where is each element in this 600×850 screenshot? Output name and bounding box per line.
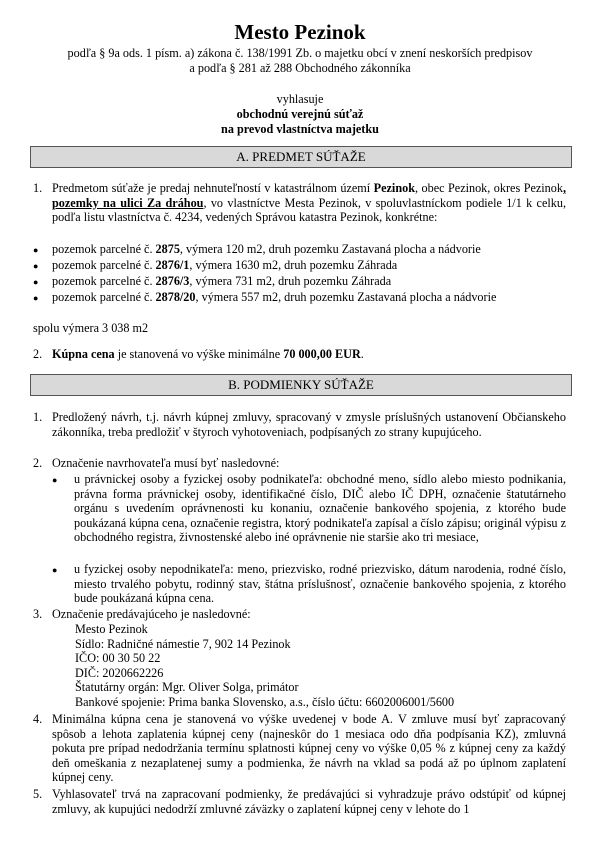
item-number: 3. bbox=[33, 607, 43, 621]
list-item: pozemok parcelné č. 2875, výmera 120 m2, druh pozemku Zastavaná plocha a nádvorie bbox=[52, 242, 481, 256]
bullet-icon: ● bbox=[52, 565, 58, 575]
item-number: 2. bbox=[33, 456, 43, 470]
item-number: 5. bbox=[33, 787, 43, 801]
item-number: 4. bbox=[33, 712, 43, 726]
seller-name: Mesto Pezinok bbox=[75, 622, 148, 636]
section-a-item-1: Predmetom súťaže je predaj nehnuteľností v katastrálnom území Pezinok, obec Pezinok, okres Pezinok, pozemky na ulici Za dráhou, vo vlastníctve Mesta Pezinok, v spoluvlastníckom podiele 1/1 k celku, podľa listu vlastníctva č. 4234, vedených Správou katastra Pezinok, konkrétne: bbox=[52, 181, 567, 225]
seller-statutory: Štatutárny orgán: Mgr. Oliver Solga, primátor bbox=[75, 680, 299, 695]
section-b-item-2: Označenie navrhovateľa musí byť nasledovné: bbox=[52, 456, 280, 470]
section-b-item-5: Vyhlasovateľ trvá na zapracovaní podmienky, že predávajúci si vyhradzuje právo odstúpiť od kúpnej zmluvy, ak kupujúci nedodrží zmluvné záväzky o zaplatení kúpnej ceny v lehote do 1 bbox=[52, 787, 566, 816]
list-item: pozemok parcelné č. 2876/1, výmera 1630 m2, druh pozemku Záhrada bbox=[52, 258, 398, 272]
section-a-item-2: Kúpna cena je stanovená vo výške minimálne 70 000,00 EUR. bbox=[52, 347, 364, 361]
legal-basis-line-1: podľa § 9a ods. 1 písm. a) zákona č. 138/1991 Zb. o majetku obcí v znení neskorších predpisov bbox=[67, 46, 533, 60]
seller-address: Sídlo: Radničné námestie 7, 902 14 Pezinok bbox=[75, 636, 291, 651]
seller-bank: Bankové spojenie: Prima banka Slovensko, a.s., číslo účtu: 6602006001/5600 bbox=[75, 694, 455, 709]
legal-basis-line-2: a podľa § 281 až 288 Obchodného zákonníka bbox=[189, 61, 411, 75]
list-item: pozemok parcelné č. 2878/20, výmera 557 m2, druh pozemku Zastavaná plocha a nádvorie bbox=[52, 290, 497, 304]
item-number: 1. bbox=[33, 410, 43, 424]
list-item: pozemok parcelné č. 2876/3, výmera 731 m2, druh pozemku Záhrada bbox=[52, 274, 392, 288]
bullet-icon: ● bbox=[33, 277, 39, 287]
bullet-icon: ● bbox=[33, 261, 39, 271]
seller-details bbox=[75, 622, 454, 710]
bullet-icon: ● bbox=[52, 475, 58, 485]
total-area: spolu výmera 3 038 m2 bbox=[33, 321, 149, 335]
section-a-heading: A. PREDMET SÚŤAŽE bbox=[30, 146, 572, 168]
seller-dic: DIČ: 2020662226 bbox=[75, 665, 164, 680]
bullet-icon: ● bbox=[33, 245, 39, 255]
sub-item-natural-person: u fyzickej osoby nepodnikateľa: meno, priezvisko, rodné priezvisko, dátum narodenia, rodné číslo, miesto trvalého pobytu, rodinný stav, štátna príslušnosť, označenie bankového spojenia, z ktorého bude poukázaná kúpna cena. bbox=[74, 562, 566, 606]
sub-item-legal-entity: u právnickej osoby a fyzickej osoby podnikateľa: obchodné meno, sídlo alebo miesto podnikania, právna forma právnickej osoby, identifikačné číslo, DIČ alebo IČ DPH, označenie štatutárneho orgánu s uvedením oprávnenosti ku konaniu, označenie bankového spojenia, z ktorého bude poukázaná kúpna cena, označenie registra, ktorý podnikateľa zapísal a číslo zápisu; originál výpisu z obchodného registra, živnostenské alebo iné oprávnenie nie staršie ako tri mesiace, bbox=[74, 472, 566, 545]
item-number: 2. bbox=[33, 347, 43, 361]
section-b-item-1: Predložený návrh, t.j. návrh kúpnej zmluvy, spracovaný v zmysle príslušných ustanovení Občianskeho zákonníka, treba predložiť v štyroch vyhotoveniach, podpísaných zo strany kupujúceho. bbox=[52, 410, 566, 439]
bullet-icon: ● bbox=[33, 293, 39, 303]
contest-subject: na prevod vlastníctva majetku bbox=[221, 122, 379, 136]
section-b-item-4: Minimálna kúpna cena je stanovená vo výške uvedenej v bode A. V zmluve musí byť zapracovaný spôsob a lehota zaplatenia kúpnej ceny (najneskôr do 1 mesiaca odo dňa podpísania KZ), zmluvná pokuta pre prípad nedodržania termínu splatnosti kúpnej ceny vo výške 0,05 % z kúpnej ceny za každý deň omeškania z nezaplatenej sumy a podmienka, že návrh na vklad sa podá až po úplnom zaplatení kúpnej ceny. bbox=[52, 712, 566, 785]
announces-text: vyhlasuje bbox=[276, 92, 324, 106]
item-number: 1. bbox=[33, 181, 43, 195]
section-b-item-3: Označenie predávajúceho je nasledovné: bbox=[52, 607, 251, 621]
contest-type: obchodnú verejnú súťaž bbox=[236, 107, 364, 121]
document-title: Mesto Pezinok bbox=[234, 20, 366, 44]
seller-ico: IČO: 00 30 50 22 bbox=[75, 651, 161, 666]
section-b-heading: B. PODMIENKY SÚŤAŽE bbox=[30, 374, 572, 396]
